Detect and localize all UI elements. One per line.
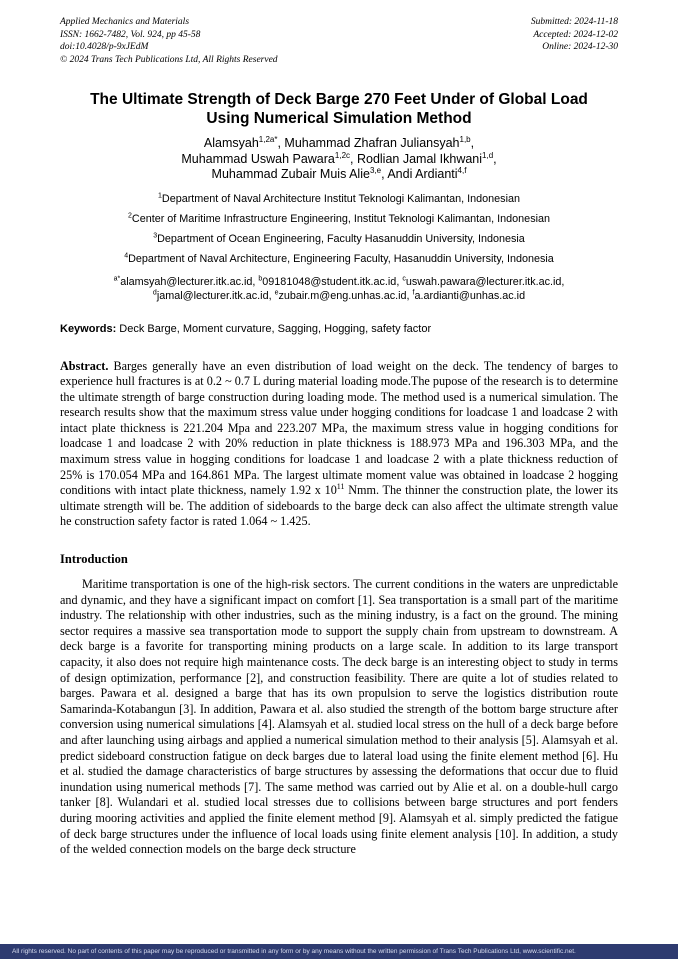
affiliation-sup: 2 bbox=[127, 211, 132, 219]
affiliation-sup: 3 bbox=[153, 231, 158, 239]
accepted-date: Accepted: 2024-12-02 bbox=[533, 29, 618, 40]
email-sup: d bbox=[152, 288, 157, 296]
keywords-text: Deck Barge, Moment curvature, Sagging, Hogging, safety factor bbox=[116, 322, 432, 335]
affiliation-text: Department of Ocean Engineering, Faculty Hasanuddin University, Indonesia bbox=[157, 232, 525, 245]
author-affil-sup: 1,b bbox=[459, 134, 471, 144]
author-affil-sup: 1,d bbox=[482, 150, 494, 160]
journal-info bbox=[60, 16, 278, 66]
author-name: Muhammad Uswah Pawara bbox=[181, 151, 335, 166]
section-heading-introduction: Introduction bbox=[60, 552, 128, 567]
email-address: alamsyah@lecturer.itk.ac.id, bbox=[120, 275, 259, 288]
author-name: , Muhammad Zhafran Juliansyah bbox=[277, 136, 460, 150]
email-sup: a* bbox=[113, 274, 121, 282]
author-name: Muhammad Zubair Muis Alie bbox=[211, 167, 370, 181]
affiliation-sup: 1 bbox=[157, 191, 162, 199]
email-sup: f bbox=[412, 288, 415, 296]
affiliation-text: Center of Maritime Infrastructure Engineering, Institut Teknologi Kalimantan, Indonesian bbox=[131, 212, 550, 225]
author-name: , Andi Ardianti bbox=[381, 167, 458, 181]
author-line bbox=[60, 167, 618, 183]
author-line bbox=[60, 136, 618, 152]
affiliation bbox=[60, 213, 618, 225]
submission-dates bbox=[531, 16, 618, 66]
author-name: , Rodlian Jamal Ikhwani bbox=[350, 151, 483, 166]
journal-name: Applied Mechanics and Materials bbox=[60, 17, 190, 27]
author-line bbox=[60, 152, 618, 168]
license-text: All rights reserved. No part of contents of this paper may be reproduced or transmitted in any form or by any means without the written permission of Trans Tech Publications Ltd, www.scientific.net. bbox=[12, 948, 576, 955]
author-affil-sup: 1,2c bbox=[334, 150, 351, 160]
introduction-paragraph: Maritime transportation is one of the high-risk sectors. The current conditions in the waters are unpredictable and dynamic, and they have a significant impact on comfort [1]. Sea transportation is a small part of the maritime industry. The relationship with other industries, such as the mining industry, is a fact on the ground. The mining sector requires a massive sea transportation mode to support the supply chain from upstream to downstream. A deck barge is a favorite for transporting mining products on a large scale. In addition to its large transport capacity, it also does not require high maintenance costs. The deck barge is an interesting object to study in terms of design optimization, performance [2], and construction feasibility. There are quite a lot of studies related to barges. Pawara et al. designed a barge that has its own propulsion to serve the logistics distribution route Samarinda-Kotabangun [3]. In addition, Pawara et al. also studied the strength of the bottom barge structure after conversion using numerical simulations [4]. Alamsyah et al. studied local stress on the hull of a deck barge before and after launching using airbags and applied a numerical simulation method to their analysis [5]. Alamsyah et al. predict sideboard construction fatigue on deck barges due to lateral load using the finite element method [6]. Hu et al. studied the damage characteristics of barge structures by assessing the deformations that occur due to fluid inundation using numerical methods [7]. The same method was carried out by Alie et al. on a double-hull cargo tanker [8]. Wulandari et al. studied local stresses due to collisions between barge structures and port fenders during mooring activities and applied the finite element method [9]. Alamsyah et al. simply predicted the fatigue of deck barge structures under the influence of local loads using finite element analysis [10]. In addition, a study of the welded connection models on the barge deck structure bbox=[60, 577, 618, 857]
author-affil-sup: 3,e bbox=[369, 165, 382, 175]
email-address: 09181048@student.itk.ac.id, bbox=[262, 275, 403, 288]
author-emails bbox=[60, 275, 618, 303]
email-address: uswah.pawara@lecturer.itk.ac.id, bbox=[405, 275, 565, 288]
affiliation-text: Department of Naval Architecture Institut Teknologi Kalimantan, Indonesian bbox=[161, 192, 520, 205]
author-list bbox=[60, 136, 618, 183]
exponent: 11 bbox=[336, 482, 345, 492]
affiliation bbox=[60, 253, 618, 265]
affiliation bbox=[60, 233, 618, 245]
affiliation-sup: 4 bbox=[124, 251, 129, 259]
author-affil-sup: 1,2a* bbox=[258, 134, 278, 144]
email-address: zubair.m@eng.unhas.ac.id, bbox=[278, 289, 413, 302]
affiliation-text: Department of Naval Architecture, Engineering Faculty, Hasanuddin University, Indonesia bbox=[128, 252, 554, 265]
paper-title: The Ultimate Strength of Deck Barge 270 Feet Under of Global Load Using Numerical Simulation Method bbox=[90, 91, 588, 127]
journal-header bbox=[60, 16, 618, 66]
email-address: jamal@lecturer.itk.ac.id, bbox=[156, 289, 275, 302]
email-sup: c bbox=[402, 274, 406, 282]
doi-line: doi:10.4028/p-9xJEdM bbox=[60, 42, 149, 52]
license-footer-bar bbox=[0, 944, 678, 959]
abstract-text: Nmm. The thinner the construction plate, the lower its ultimate strength will be. The addition of sideboards to the barge deck can also affect the ultimate strength value he construction safety factor is rated 1.064 ~ 1.425. bbox=[60, 483, 618, 529]
email-line bbox=[60, 275, 618, 289]
submitted-date: Submitted: 2024-11-18 bbox=[530, 17, 618, 27]
affiliation-list bbox=[60, 193, 618, 265]
author-name: Alamsyah bbox=[203, 136, 259, 150]
issn-volume-line: ISSN: 1662-7482, Vol. 924, pp 45-58 bbox=[60, 29, 201, 40]
email-address: a.ardianti@unhas.ac.id bbox=[414, 289, 526, 302]
email-line bbox=[60, 289, 618, 303]
abstract-label: Abstract. bbox=[60, 358, 109, 373]
email-sup: e bbox=[274, 288, 279, 296]
abstract-text: Barges generally have an even distribution of load weight on the deck. The tendency of barges to experience hull fractures is at 0.2 ~ 0.7 L during material loading mode.The pupose of the research is to determine the ultimate strength of barge construction during loading mode. The method used is a numerical simulation. The research results show that the maximum stress value under hogging conditions for loadcase 1 and loadcase 2 with intact plate thickness is 221.204 Mpa and 223.207 MPa, the maximum stress value in hogging conditions for loadcase 1 and loadcase 2 with 20% reduction in plate thickness is 188.973 MPa and 196.303 MPa, and the maximum stress value in hogging conditions for loadcase 1 and loadcase 2 with a plate thickness reduction of 25% is 170.054 MPa and 164.861 MPa. The largest ultimate moment value was obtained in loadcase 2 hogging conditions with intact plate thickness, namely 1.92 x 10 bbox=[60, 358, 618, 498]
author-affil-sup: 4,f bbox=[457, 165, 467, 175]
author-line-tail: , bbox=[493, 151, 497, 166]
copyright-line: © 2024 Trans Tech Publications Ltd, All Rights Reserved bbox=[60, 54, 278, 65]
online-date: Online: 2024-12-30 bbox=[542, 42, 618, 52]
keywords-line bbox=[60, 323, 618, 335]
affiliation bbox=[60, 193, 618, 205]
keywords-label: Keywords: bbox=[60, 322, 117, 335]
abstract-paragraph bbox=[60, 359, 618, 531]
author-line-tail: , bbox=[470, 136, 475, 150]
email-sup: b bbox=[258, 274, 263, 282]
